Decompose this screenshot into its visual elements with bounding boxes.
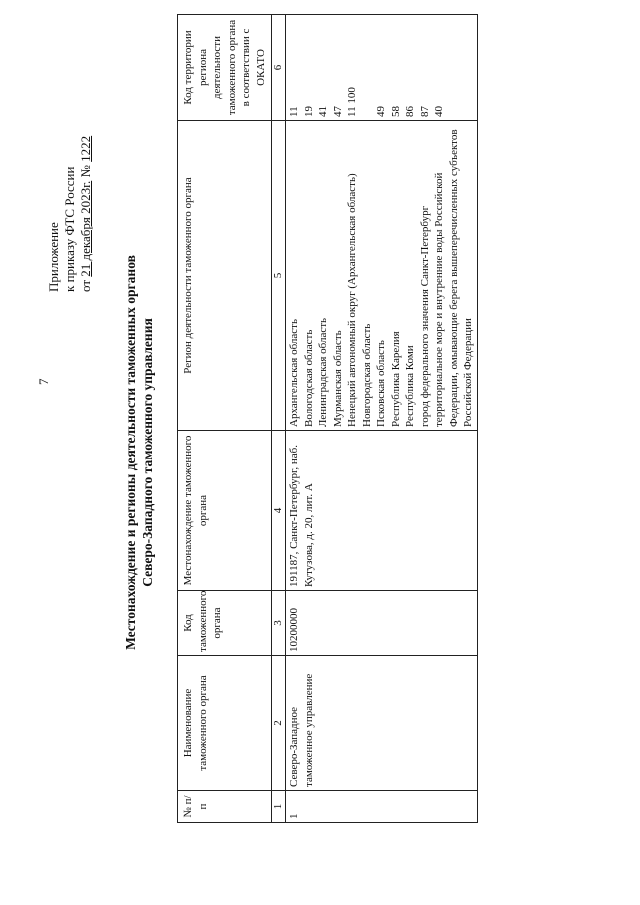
appendix-date: 21 декабря 2023г. (78, 180, 93, 277)
header-col-4: Местонахождение таможенного органа (178, 431, 272, 591)
cell-code: 10200000 (286, 591, 478, 656)
okato-item: 47 (331, 106, 344, 117)
region-item: Ленинградская область (317, 317, 329, 427)
region-item: город федерального значения Санкт-Петербург территориальное море и внутренние воды Российской Федерации, омывающие берега вышеперечисленных субъектов Российской Федерации (418, 129, 474, 427)
region-item: Мурманская область (331, 330, 344, 427)
okato-item: 58 (389, 106, 402, 117)
okato-item: 86 (404, 106, 416, 117)
header-col-6: Код территории региона деятельности таможенного органа в соответствии с ОКАТО (178, 15, 272, 121)
region-item: Ненецкий автономный округ (Архангельская область) (346, 173, 358, 427)
doc-title-line2: Северо-Западного таможенного управления (140, 318, 155, 587)
table-number-row: 1 2 3 4 5 6 (272, 15, 286, 823)
customs-table (177, 14, 478, 823)
appendix-block (46, 136, 94, 292)
region-item: Новгородская область (360, 323, 373, 427)
table-header-row (178, 15, 272, 823)
appendix-order: к приказу ФТС России (62, 166, 77, 292)
appendix-title: Приложение (46, 222, 61, 292)
header-col-5: Регион деятельности таможенного органа (178, 121, 272, 431)
cell-index: 1 (286, 791, 478, 823)
header-col-1: № п/п (178, 791, 272, 823)
header-col-3: Код таможенного органа (178, 591, 272, 656)
page-number: 7 (36, 378, 51, 385)
appendix-number: 1222 (78, 135, 93, 162)
region-item: Республика Карелия (389, 331, 402, 427)
cell-name: Северо-Западное таможенное управление (286, 656, 478, 791)
cell-location: 191187, Санкт-Петербург, наб. Кутузова, д. 20, лит. А (286, 431, 478, 591)
okato-item: 11 100 (346, 87, 358, 117)
okato-item: 87 (418, 106, 431, 117)
region-item: Архангельская область (288, 319, 300, 427)
okato-item: 49 (375, 106, 387, 117)
okato-item: 19 (302, 106, 315, 117)
table-row (286, 15, 478, 823)
okato-item: 40 (433, 106, 445, 117)
okato-item: 41 (317, 106, 329, 117)
region-item: Псковская область (375, 340, 387, 427)
doc-title-line1: Местонахождение и регионы деятельности таможенных органов (123, 255, 138, 650)
header-col-2: Наименование таможенного органа (178, 656, 272, 791)
region-item: Вологодская область (302, 329, 315, 427)
okato-item: 11 (288, 106, 300, 117)
region-item: Республика Коми (404, 345, 416, 427)
cell-okato (286, 15, 478, 121)
cell-regions (286, 121, 478, 431)
appendix-date-line: от 21 декабря 2023г. № 1222 (78, 135, 93, 292)
